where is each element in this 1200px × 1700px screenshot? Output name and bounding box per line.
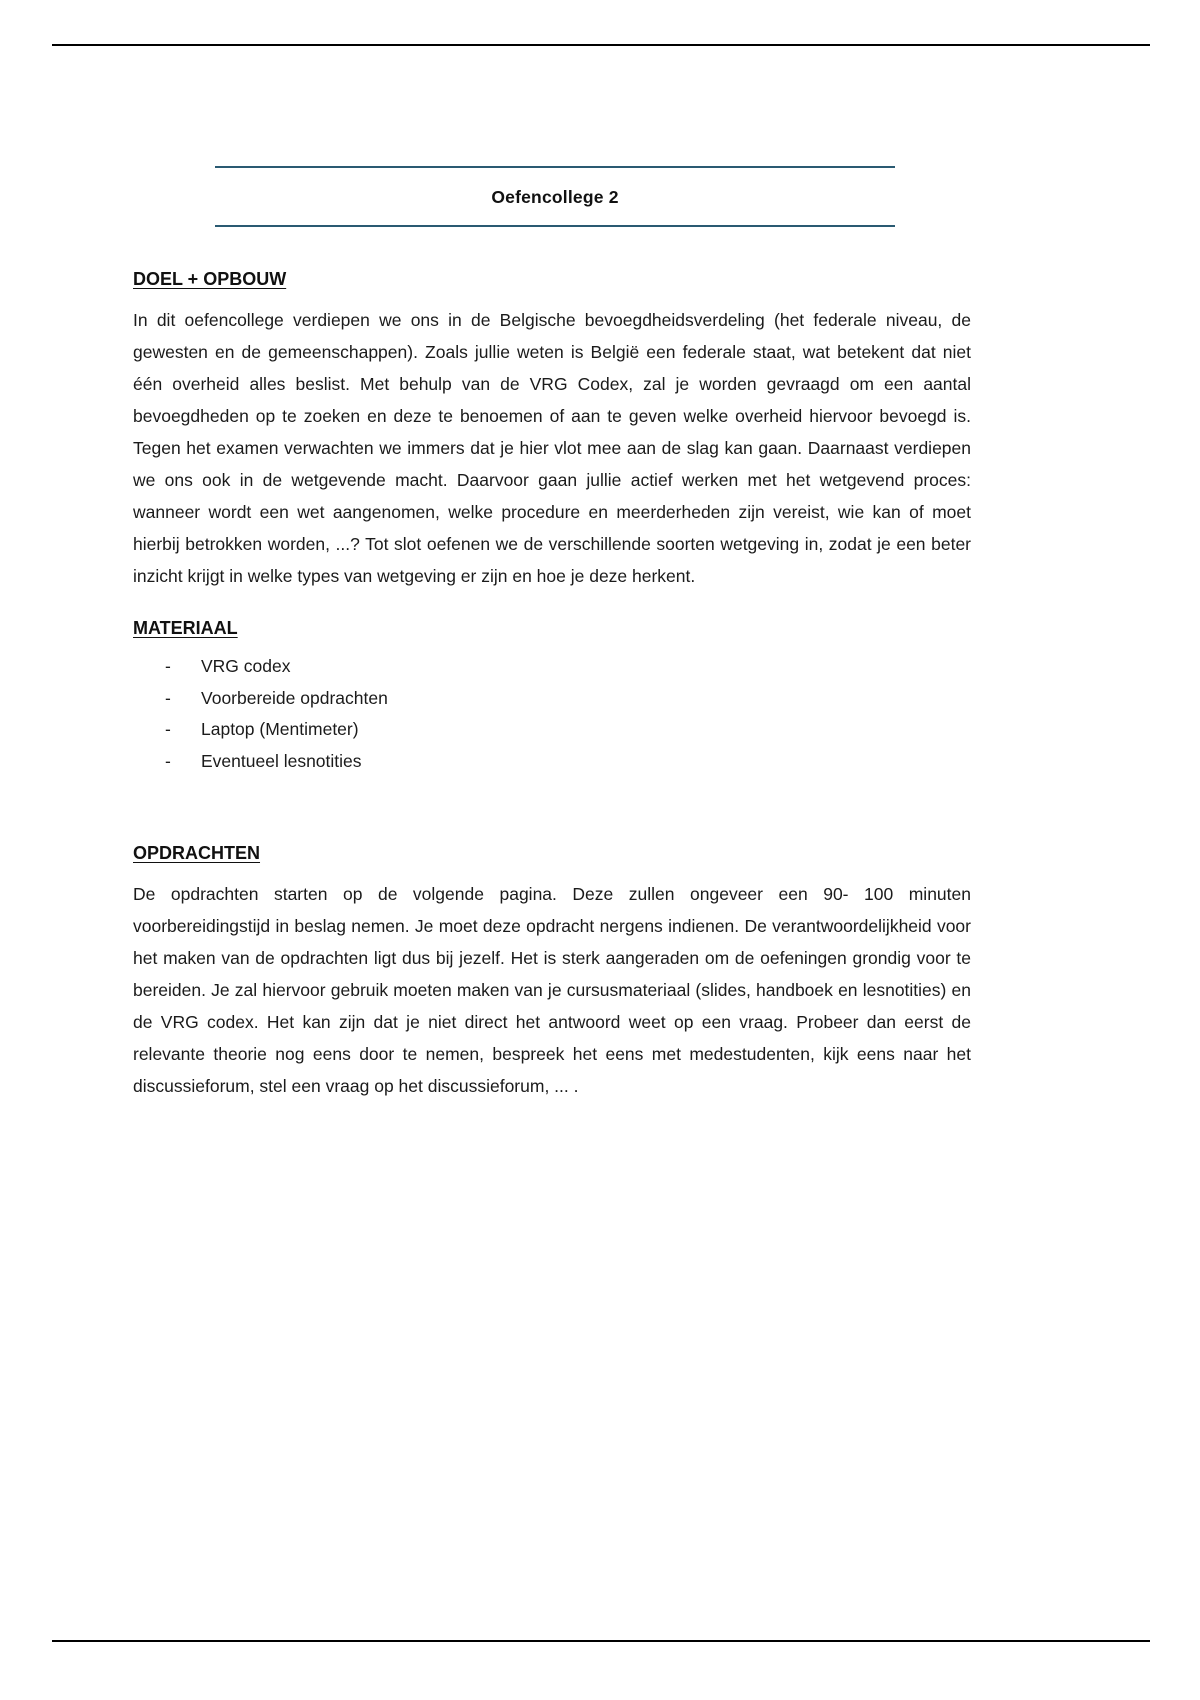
list-item: [165, 651, 971, 683]
materiaal-list: [133, 651, 971, 777]
list-item: [165, 746, 971, 778]
dash-bullet: -: [165, 656, 171, 676]
page-title: Oefencollege 2: [491, 187, 619, 207]
section-heading-doel-opbouw: DOEL + OPBOUW: [133, 269, 287, 289]
dash-bullet: -: [165, 687, 171, 708]
list-item: [165, 683, 971, 715]
list-item-label: VRG codex: [201, 656, 291, 676]
dash-bullet: -: [165, 750, 171, 771]
title-block: [215, 166, 895, 227]
section-heading-materiaal: MATERIAAL: [133, 618, 238, 638]
list-item-label: Laptop (Mentimeter): [201, 719, 359, 739]
list-item-label: Voorbereide opdrachten: [201, 687, 388, 708]
list-item: [165, 714, 971, 746]
section-heading-opdrachten: OPDRACHTEN: [133, 843, 261, 863]
dash-bullet: -: [165, 719, 171, 739]
paragraph-opdrachten: De opdrachten starten op de volgende pagina. Deze zullen ongeveer een 90- 100 minuten voorbereidingstijd in beslag nemen. Je moet deze opdracht nergens indienen. De verantwoordelijkheid voor het maken van de opdrachten ligt dus bij jezelf. Het is sterk aangeraden om de oefeningen grondig voor te bereiden. Je zal hiervoor gebruik moeten maken van je cursusmateriaal (slides, handboek en lesnotities) en de VRG codex. Het kan zijn dat je niet direct het antwoord weet op een vraag. Probeer dan eerst de relevante theorie nog eens door te nemen, bespreek het eens met medestudenten, kijk eens naar het discussieforum, stel een vraag op het discussieforum, ... .: [133, 884, 971, 1096]
paragraph-doel-opbouw: In dit oefencollege verdiepen we ons in de Belgische bevoegdheidsverdeling (het federale niveau, de gewesten en de gemeenschappen). Zoals jullie weten is België een federale staat, wat betekent dat niet één overheid alles beslist. Met behulp van de VRG Codex, zal je worden gevraagd om een aantal bevoegdheden op te zoeken en deze te benoemen of aan te geven welke overheid hiervoor bevoegd is. Tegen het examen verwachten we immers dat je hier vlot mee aan de slag kan gaan. Daarnaast verdiepen we ons ook in de wetgevende macht. Daarvoor gaan jullie actief werken met het wetgevend proces: wanneer wordt een wet aangenomen, welke procedure en meerderheden zijn vereist, wie kan of moet hierbij betrokken worden, ...? Tot slot oefenen we de verschillende soorten wetgeving in, zodat je een beter inzicht krijgt in welke types van wetgeving er zijn en hoe je deze herkent.: [133, 310, 971, 586]
document-content: [133, 166, 971, 1102]
bottom-horizontal-rule: [52, 1640, 1150, 1642]
list-item-label: Eventueel lesnotities: [201, 750, 362, 771]
top-horizontal-rule: [52, 44, 1150, 46]
